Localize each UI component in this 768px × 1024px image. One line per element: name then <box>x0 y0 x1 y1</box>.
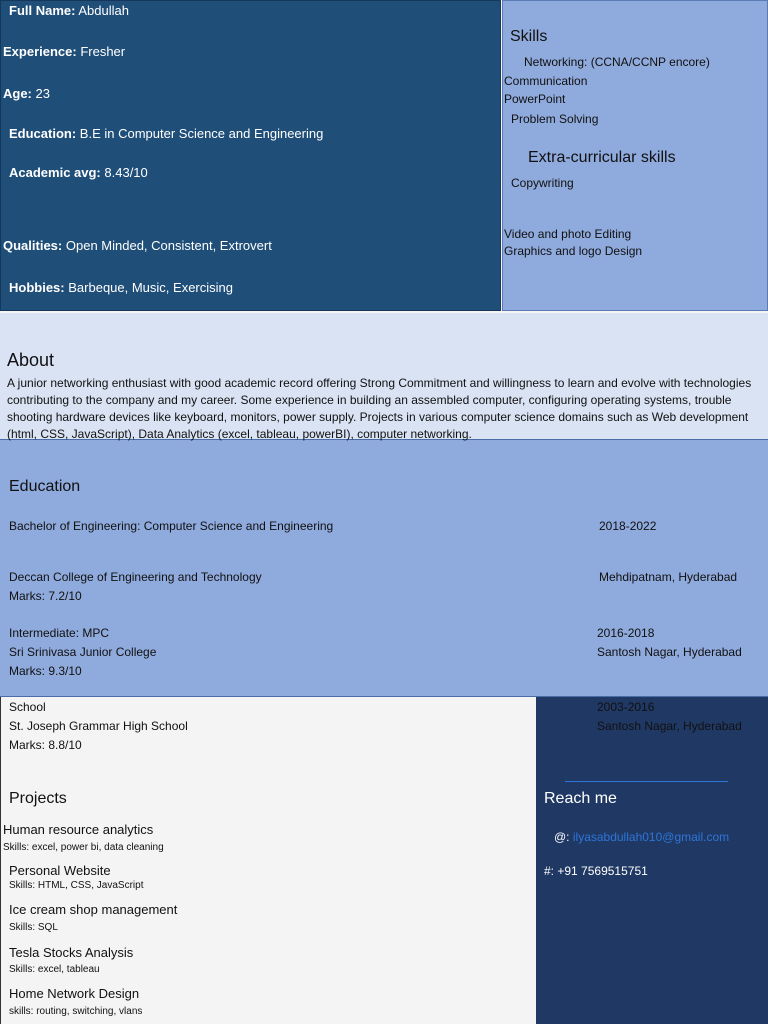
full-name-row <box>9 3 129 18</box>
degree-years: 2018-2022 <box>599 519 657 533</box>
education-summary-value: B.E in Computer Science and Engineering <box>79 126 324 141</box>
full-name-value: Abdullah <box>78 3 129 18</box>
about-text: A junior networking enthusiast with good academic record offering Strong Commitment and willingness to learn and evolve with technologies contributing to the company and my career. Some experience in building an assembled computer, configuring operating systems, trouble shooting hardware devices like keyboard, monitors, power supply. Projects in various computer science domains such as Web development (html, CSS, JavaScript), Data Analytics (excel, tableau, powerBI), computer networking. <box>7 376 752 441</box>
extra-skill-item: Video and photo Editing <box>504 227 632 241</box>
email-row <box>554 830 729 844</box>
project-skills: Skills: excel, tableau <box>9 964 100 975</box>
school-marks: Marks: 8.8/10 <box>9 738 82 752</box>
school-years: 2003-2016 <box>597 700 655 714</box>
academic-label: Academic avg: <box>9 165 101 180</box>
skill-item: Communication <box>504 74 588 88</box>
extra-skill-item: Copywriting <box>511 176 574 190</box>
hobbies-value: Barbeque, Music, Exercising <box>68 280 233 295</box>
junior-college-marks: Marks: 9.3/10 <box>9 664 82 678</box>
project-skills: Skills: HTML, CSS, JavaScript <box>9 880 144 891</box>
qualities-row <box>3 238 272 253</box>
college-location: Mehdipatnam, Hyderabad <box>599 570 738 584</box>
junior-college-location: Santosh Nagar, Hyderabad <box>597 645 742 659</box>
email-link[interactable]: ilyasabdullah010@gmail.com <box>572 830 730 844</box>
phone-number: +91 7569515751 <box>557 864 648 878</box>
project-name: Ice cream shop management <box>9 902 178 917</box>
academic-row <box>9 165 148 180</box>
project-name: Tesla Stocks Analysis <box>9 945 134 960</box>
project-name: Human resource analytics <box>3 822 154 837</box>
projects-title: Projects <box>9 790 67 807</box>
project-name: Home Network Design <box>9 986 140 1001</box>
age-label: Age: <box>3 86 32 101</box>
hobbies-label: Hobbies: <box>9 280 65 295</box>
project-skills: Skills: SQL <box>9 922 58 933</box>
phone-row <box>544 864 648 878</box>
experience-label: Experience: <box>3 44 77 59</box>
phone-icon: #: <box>544 864 555 878</box>
education-summary-row <box>9 126 323 141</box>
school-name: St. Joseph Grammar High School <box>9 719 188 733</box>
about-title: About <box>7 350 55 370</box>
skill-item: Networking: (CCNA/CCNP encore) <box>524 55 710 69</box>
intermediate-years: 2016-2018 <box>597 626 655 640</box>
education-title: Education <box>9 478 81 495</box>
email-icon: @: <box>554 830 570 844</box>
school-location: Santosh Nagar, Hyderabad <box>597 719 742 733</box>
full-name-label: Full Name: <box>9 3 76 18</box>
skills-title: Skills <box>510 28 548 45</box>
degree-name: Bachelor of Engineering: Computer Science and Engineering <box>9 519 334 533</box>
age-row <box>3 86 50 101</box>
project-skills: Skills: excel, power bi, data cleaning <box>3 842 164 853</box>
project-name: Personal Website <box>9 863 111 878</box>
hobbies-row <box>9 280 233 295</box>
age-value: 23 <box>35 86 50 101</box>
academic-value: 8.43/10 <box>104 165 148 180</box>
contact-title: Reach me <box>544 790 617 807</box>
college-marks: Marks: 7.2/10 <box>9 589 82 603</box>
extra-skill-item: Graphics and logo Design <box>504 244 643 258</box>
qualities-value: Open Minded, Consistent, Extrovert <box>65 238 272 253</box>
intermediate-name: Intermediate: MPC <box>9 626 110 640</box>
contact-panel <box>536 697 768 1024</box>
skill-item: Problem Solving <box>511 112 599 126</box>
education-summary-label: Education: <box>9 126 77 141</box>
experience-value: Fresher <box>80 44 126 59</box>
qualities-label: Qualities: <box>3 238 63 253</box>
junior-college-name: Sri Srinivasa Junior College <box>9 645 157 659</box>
contact-divider <box>565 781 728 782</box>
college-name: Deccan College of Engineering and Technology <box>9 570 262 584</box>
project-skills: skills: routing, switching, vlans <box>9 1006 143 1017</box>
school-label: School <box>9 700 46 714</box>
skill-item: PowerPoint <box>504 92 566 106</box>
extra-skills-title: Extra-curricular skills <box>528 149 676 166</box>
experience-row <box>3 44 125 59</box>
